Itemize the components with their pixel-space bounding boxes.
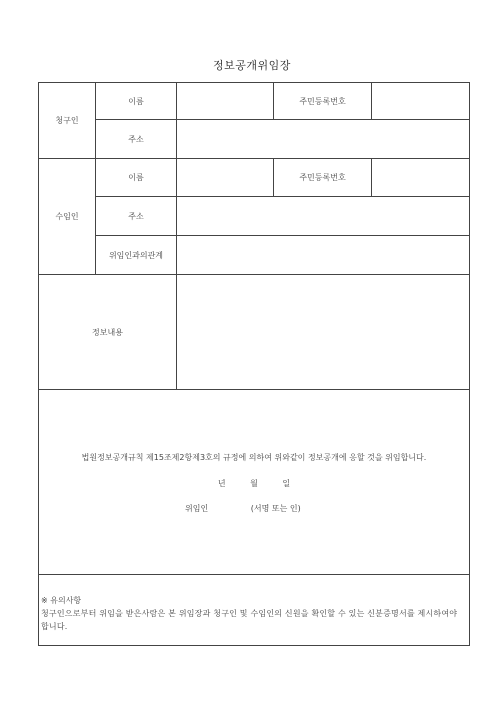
requester-section-label: 청구인 [39,83,96,159]
notes-section [39,575,470,646]
delegation-statement: 법원정보공개규칙 제15조제2항제3호의 규정에 의하여 위와같이 정보공개에 응할 것을 위임합니다. [81,453,427,462]
signature-label: 위임인 [185,504,209,513]
delegate-section-label: 수임인 [39,159,96,275]
delegation-form [38,82,470,646]
signature-hint: (서명 또는 인) [250,504,301,513]
page-title: 정보공개위임장 [213,59,291,72]
requester-address-field[interactable] [177,120,470,159]
date-month-label: 월 [250,479,258,488]
signature-line [185,503,301,514]
requester-id-field[interactable] [372,83,470,120]
delegate-id-field[interactable] [372,159,470,197]
requester-address-label: 주소 [96,120,177,159]
delegate-id-label: 주민등록번호 [274,159,372,197]
date-day-label: 일 [282,479,291,488]
date-line [39,478,469,489]
date-year-label: 년 [217,479,226,488]
delegate-address-field[interactable] [177,197,470,236]
requester-id-label: 주민등록번호 [274,83,372,120]
statement-section [39,390,470,575]
requester-name-label: 이름 [96,83,177,120]
delegate-address-label: 주소 [96,197,177,236]
info-content-field[interactable] [177,275,470,390]
requester-name-field[interactable] [177,83,274,120]
delegate-name-label: 이름 [96,159,177,197]
delegate-relation-label: 위임인과의관계 [96,236,177,275]
notes-text: 청구인으로부터 위임을 받은사람은 본 위임장과 청구인 및 수임인의 신원을 확인할 수 있는 신분증명서를 제시하여야 합니다. [41,608,458,631]
info-content-label: 정보내용 [39,275,177,390]
delegate-name-field[interactable] [177,159,274,197]
delegate-relation-field[interactable] [177,236,470,275]
notes-heading: ※ 유의사항 [41,595,82,605]
